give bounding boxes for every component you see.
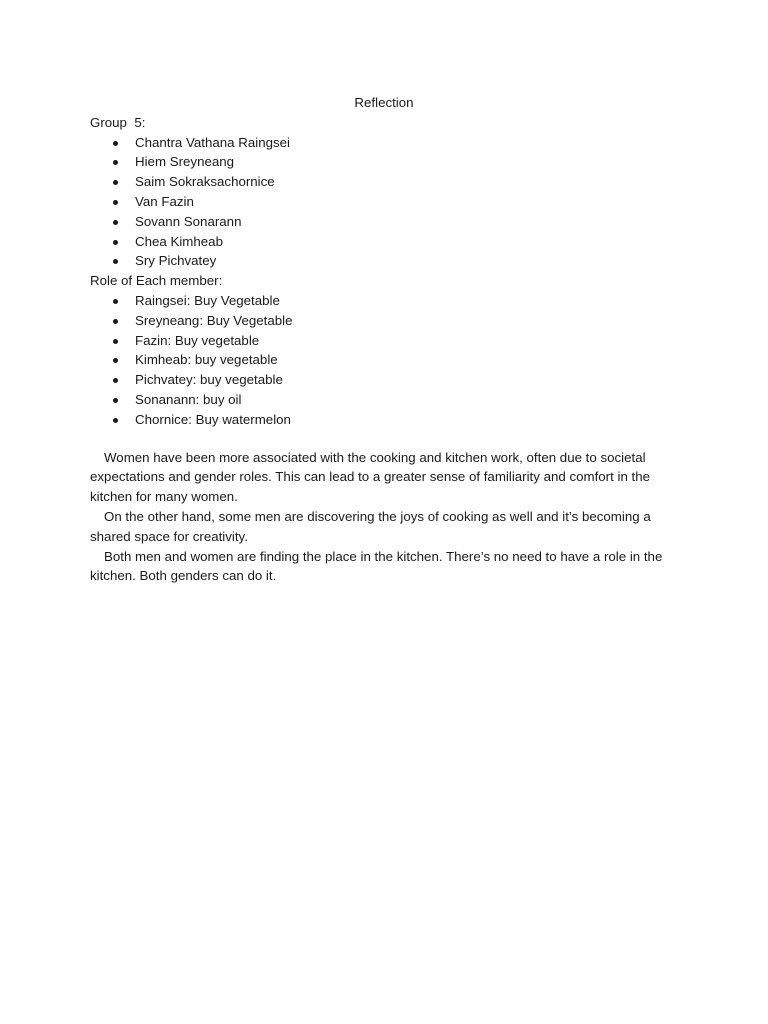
- reflection-paragraph: Women have been more associated with the cooking and kitchen work, often due to societal expectations and gender roles. This can lead to a greater sense of familiarity and comfort in the kitchen for many women.: [90, 449, 651, 505]
- bullet-icon: [113, 200, 118, 205]
- document-title: Reflection: [354, 95, 414, 110]
- member-item: [90, 212, 678, 232]
- member-name: Sovann Sonarann: [135, 213, 242, 229]
- bullet-icon: [113, 141, 118, 146]
- member-name: Chantra Vathana Raingsei: [135, 134, 290, 150]
- bullet-icon: [113, 180, 118, 185]
- bullet-icon: [113, 339, 118, 344]
- role-item: [90, 331, 678, 351]
- role-item: [90, 370, 678, 390]
- member-item: [90, 152, 678, 172]
- role-text: Kimheab: buy vegetable: [135, 352, 278, 368]
- bullet-icon: [113, 398, 118, 403]
- member-name: Van Fazin: [135, 193, 194, 209]
- role-text: Raingsei: Buy Vegetable: [135, 292, 280, 308]
- reflection-paragraph: Both men and women are finding the place in the kitchen. There’s no need to have a role in the kitchen. Both genders can do it.: [90, 548, 663, 584]
- paragraph-spacer: [90, 430, 678, 448]
- role-item: [90, 311, 678, 331]
- role-list: [90, 291, 678, 430]
- role-item: [90, 291, 678, 311]
- group-label: Group 5:: [90, 114, 146, 130]
- bullet-icon: [113, 319, 118, 324]
- bullet-icon: [113, 240, 118, 245]
- bullet-icon: [113, 220, 118, 225]
- role-text: Sreyneang: Buy Vegetable: [135, 312, 293, 328]
- bullet-icon: [113, 160, 118, 165]
- role-item: [90, 410, 678, 430]
- role-text: Sonanann: buy oil: [135, 391, 242, 407]
- member-name: Chea Kimheab: [135, 233, 223, 249]
- role-item: [90, 390, 678, 410]
- bullet-icon: [113, 358, 118, 363]
- bullet-icon: [113, 378, 118, 383]
- member-item: [90, 251, 678, 271]
- member-item: [90, 192, 678, 212]
- member-name: Saim Sokraksachornice: [135, 174, 275, 190]
- role-text: Pichvatey: buy vegetable: [135, 372, 283, 388]
- document-body: [90, 93, 678, 586]
- member-item: [90, 133, 678, 153]
- member-item: [90, 172, 678, 192]
- roles-label: Role of Each member:: [90, 273, 223, 289]
- bullet-icon: [113, 259, 118, 264]
- bullet-icon: [113, 418, 118, 423]
- member-name: Hiem Sreyneang: [135, 154, 235, 170]
- member-list: [90, 133, 678, 272]
- role-item: [90, 350, 678, 370]
- member-item: [90, 232, 678, 252]
- bullet-icon: [113, 299, 118, 304]
- role-text: Fazin: Buy vegetable: [135, 332, 260, 348]
- reflection-paragraph: On the other hand, some men are discovering the joys of cooking as well and it’s becoming a shared space for creativity.: [90, 508, 651, 544]
- member-name: Sry Pichvatey: [135, 253, 217, 269]
- role-text: Chornice: Buy watermelon: [135, 411, 291, 427]
